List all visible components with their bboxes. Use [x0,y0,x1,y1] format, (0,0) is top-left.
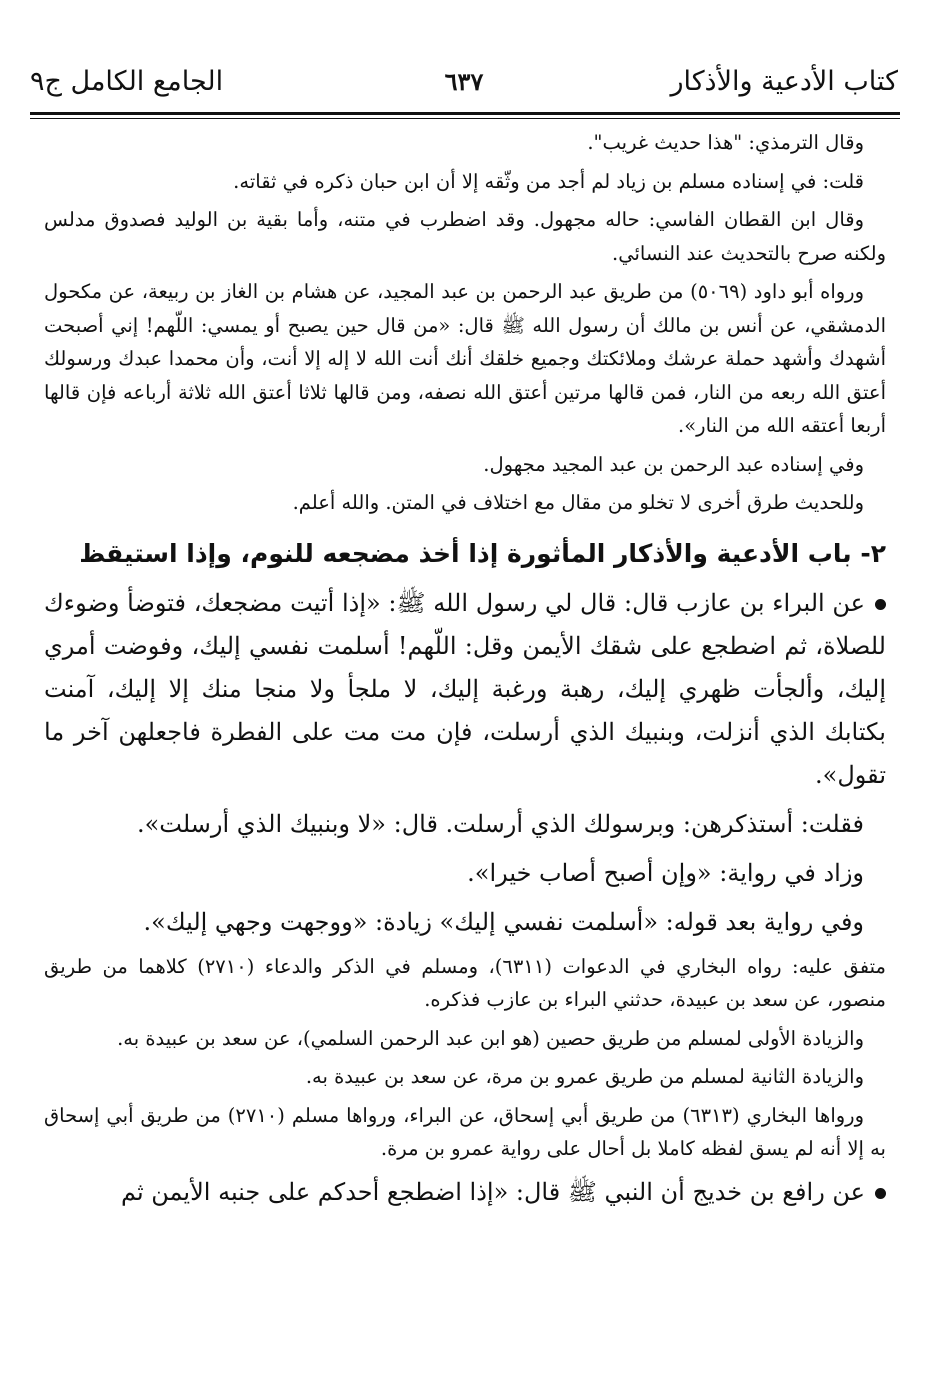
book-section-title: كتاب الأدعية والأذكار [670,66,898,97]
note-muttafaq: متفق عليه: رواه البخاري في الدعوات (٦٣١١)، ومسلم في الذكر والدعاء (٢٧١٠) كلاهما من طريق منصور، عن سعد بن عبيدة، حدثني البراء بن عازب فذكره. [44,954,886,1011]
paragraph-other-routes: وللحديث طرق أخرى لا تخلو من مقال مع اختلاف في المتن. والله أعلم. [292,491,864,514]
paragraph-isnad-note: قلت: في إسناده مسلم بن زياد لم أجد من وثّقه إلا أن ابن حبان ذكره في ثقاته. [233,169,864,193]
note-bukhari: ورواها البخاري (٦٣١٣) من طريق أبي إسحاق، عن البراء، ورواها مسلم (٢٧١٠) من طريق أبي إسحاق به إلا أنه لم يسق لفظه كاملا بل أحال على رواية عمرو بن مرة. [44,1103,886,1160]
paragraph-ibn-qattan: وقال ابن القطان الفاسي: حاله مجهول. وقد اضطرب في متنه، وأما بقية بن الوليد فصدوق مدلس ولكنه صرح بالتحديث عند النسائي. [44,208,886,265]
page-body [44,126,886,1220]
hadith-line-3: وفي رواية بعد قوله: «أسلمت نفسي إليك» زيادة: «ووجهت وجهي إليك». [143,907,864,936]
hadith-bara [44,582,886,797]
hadith-line-2: وزاد في رواية: «وإن أصبح أصاب خيرا». [467,858,864,887]
hadith-bara-text: عن البراء بن عازب قال: قال لي رسول الله ﷺ: «إذا أتيت مضجعك، فتوضأ وضوءك للصلاة، ثم اضطجع على شقك الأيمن وقل: اللّهم! أسلمت نفسي إليك، وفوضت أمري إليك، وألجأت ظهري إليك، رهبة ورغبة إليك، لا ملجأ ولا منجا منك إلا إليك، آمنت بكتابك الذي أنزلت، وبنبيك الذي أرسلت، فإن مت مت على الفطرة فاجعلهن آخر ما تقول». [44,588,886,789]
header-rule-thick [30,112,900,115]
hadith-rafi [44,1171,886,1214]
hadith-rafi-text: عن رافع بن خديج أن النبي ﷺ قال: «إذا اضطجع أحدكم على جنبه الأيمن ثم [120,1177,865,1206]
paragraph-abu-dawud: ورواه أبو داود (٥٠٦٩) من طريق عبد الرحمن بن عبد المجيد، عن هشام بن الغاز بن ربيعة، عن مكحول الدمشقي، عن أنس بن مالك أن رسول الله ﷺ قال: «من قال حين يصبح أو يمسي: اللّهم! إني أصبحت أشهدك وأشهد حملة عرشك وملائكتك وجميع خلقك أنك أنت الله لا إله إلا أنت، وأن محمدا عبدك ورسولك أعتق الله ربعه من النار، فمن قالها مرتين أعتق الله نصفه، ومن قالها ثلاثا أعتق الله ثلاثة أرباعه فإن قالها أربعا أعتقه الله من النار». [44,280,886,437]
paragraph-majhul: وفي إسناده عبد الرحمن بن عبد المجيد مجهول. [483,452,864,476]
book-volume-title: الجامع الكامل ج٩ [30,66,224,97]
header-rule-thin [30,118,900,119]
page-header [30,58,898,108]
paragraph-tirmidhi: وقال الترمذي: "هذا حديث غريب". [587,131,864,154]
note-ziyada-2: والزيادة الثانية لمسلم من طريق عمرو بن مرة، عن سعد بن عبيدة به. [305,1065,864,1088]
bullet-icon [875,1188,886,1199]
bullet-icon [875,599,886,610]
hadith-line-1: فقلت: أستذكرهن: وبرسولك الذي أرسلت. قال: «لا وبنبيك الذي أرسلت». [136,809,864,838]
page-number: ٦٣٧ [444,67,484,96]
section-heading: ٢- باب الأدعية والأذكار المأثورة إذا أخذ مضجعه للنوم، وإذا استيقظ [79,538,886,568]
note-ziyada-1: والزيادة الأولى لمسلم من طريق حصين (هو ابن عبد الرحمن السلمي)، عن سعد بن عبيدة به. [117,1026,864,1050]
